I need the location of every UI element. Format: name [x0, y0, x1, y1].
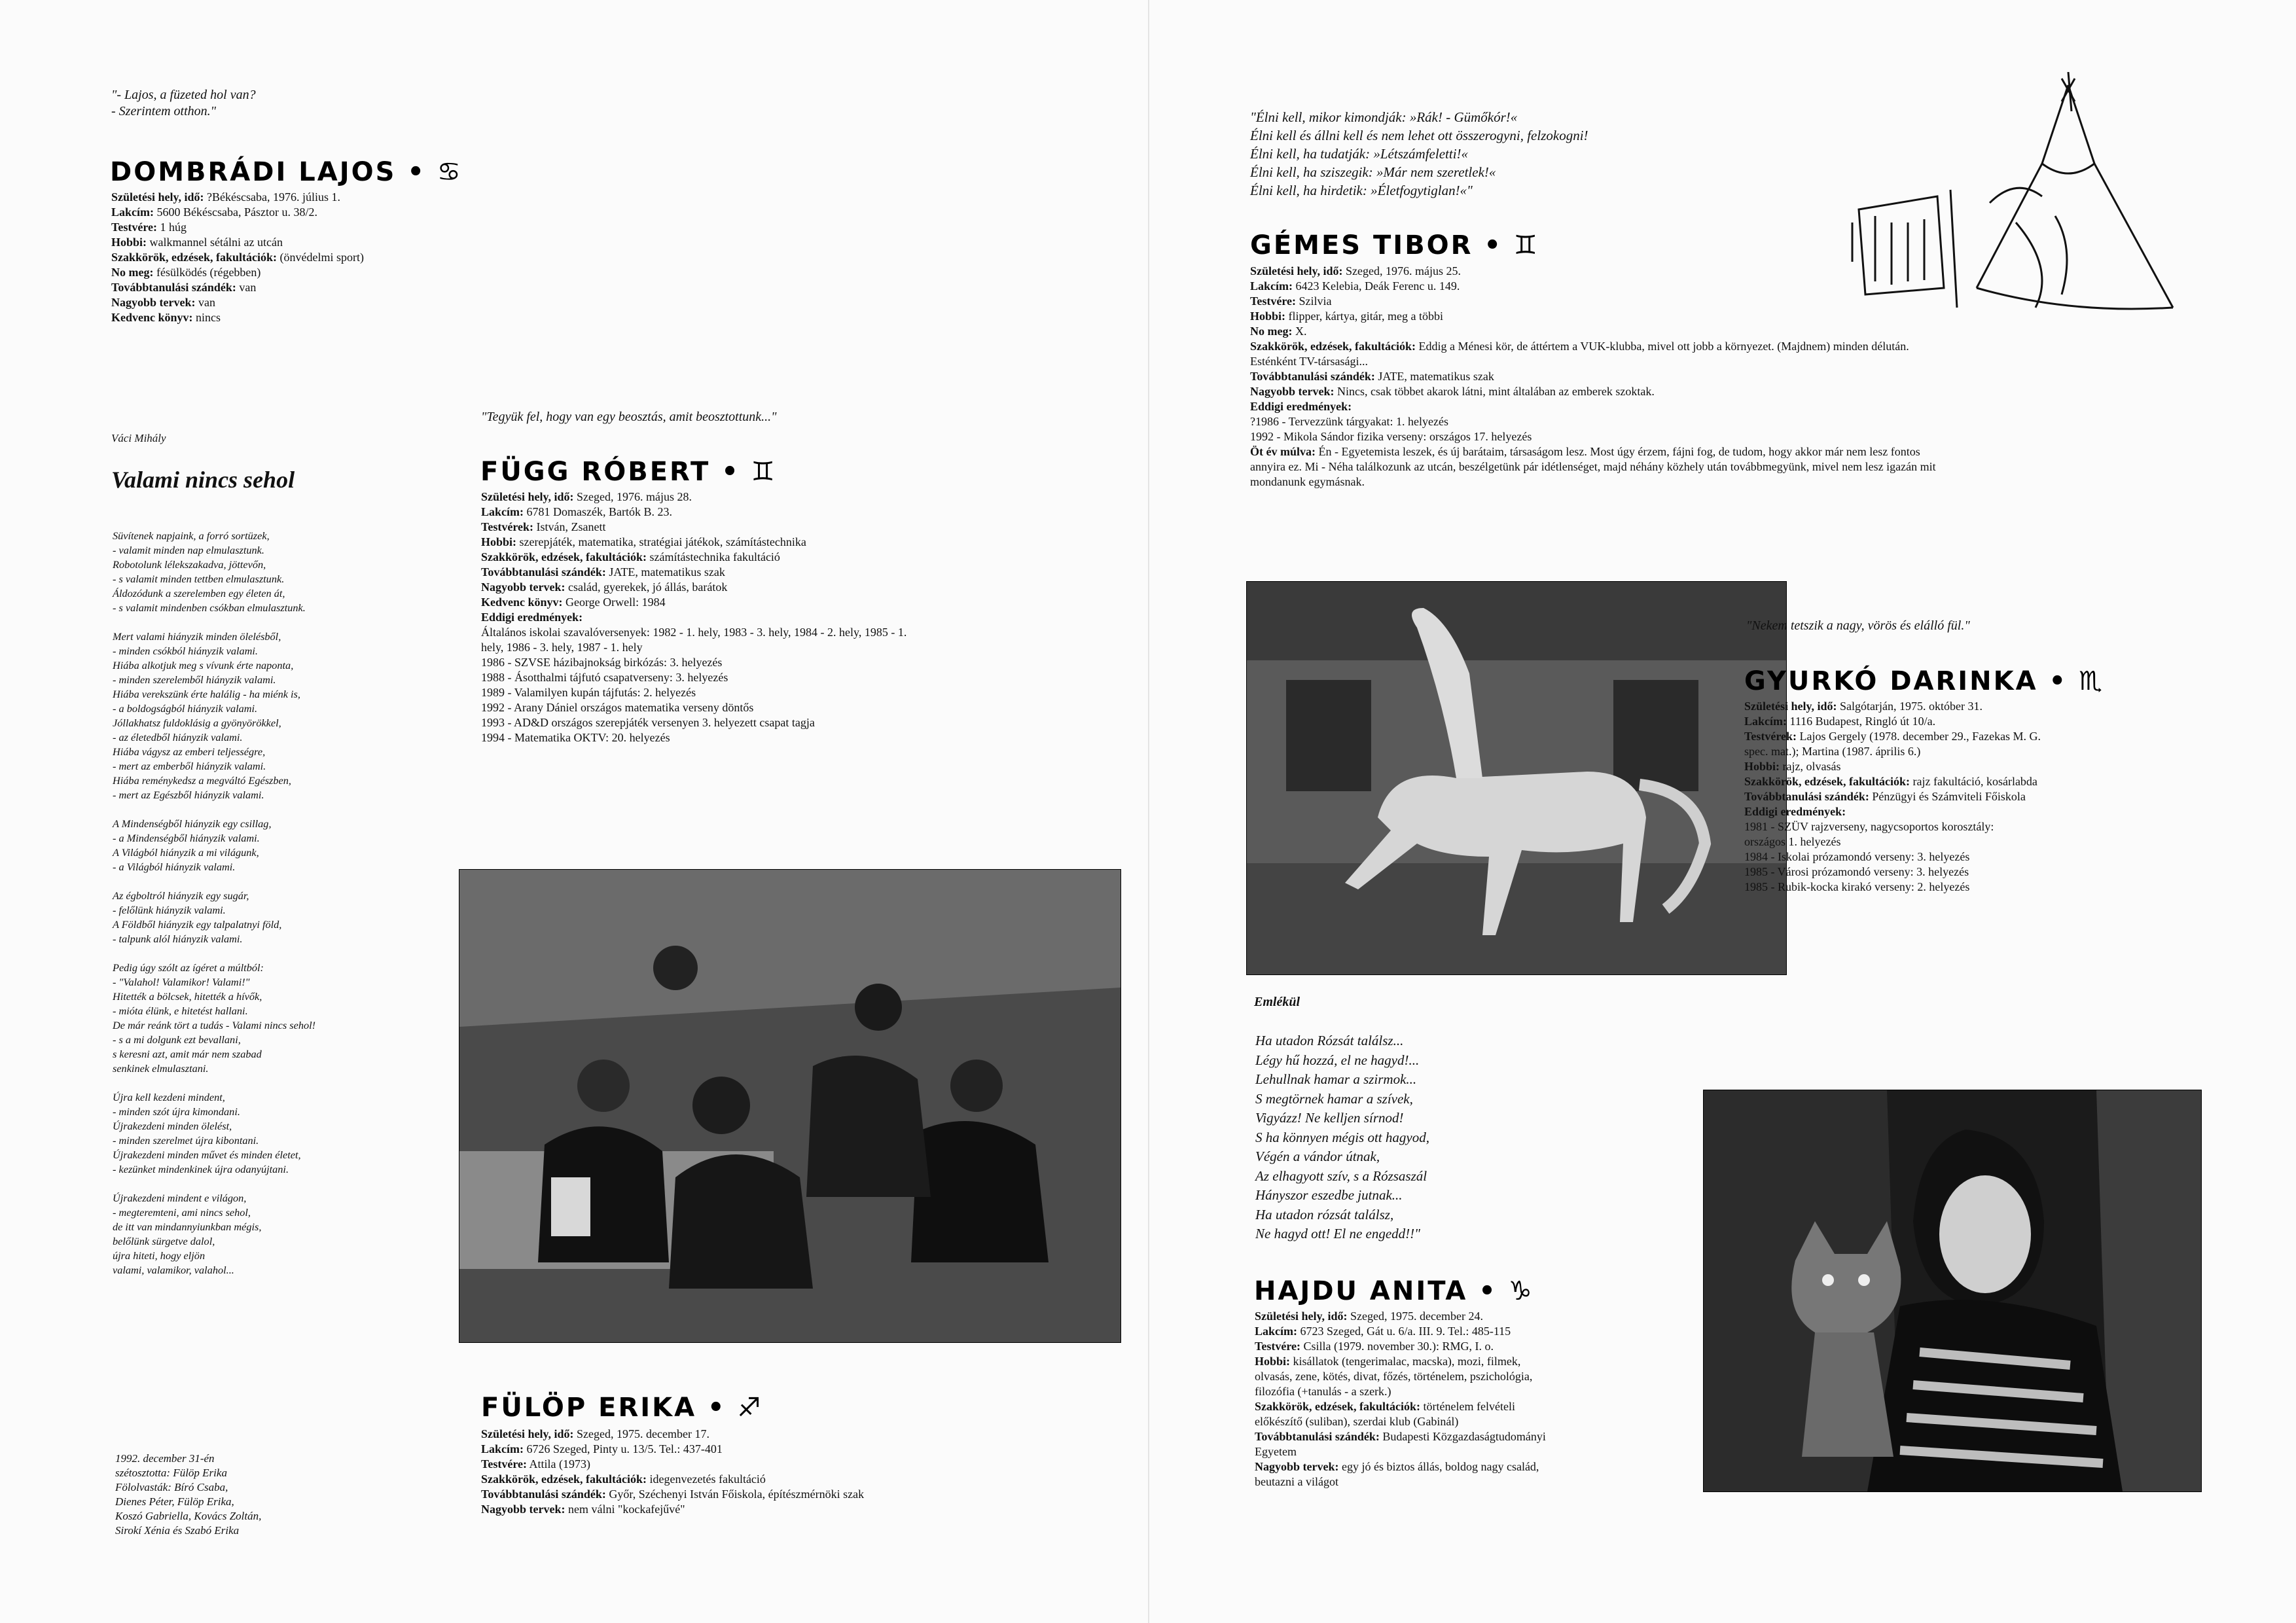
field-label: Testvére: [481, 1457, 527, 1471]
field-label: Lakcím: [481, 1442, 524, 1455]
text-line: Vigyázz! Ne kelljen sírnod! [1255, 1110, 1404, 1126]
profile-field [1250, 264, 1936, 279]
poem-stanza [113, 961, 315, 1076]
profile-field [1744, 699, 2041, 714]
text-line: Az elhagyott szív, s a Rózsaszál [1255, 1168, 1427, 1184]
profile-field [1255, 1354, 1546, 1369]
poem-line: Robotolunk lélekszakadva, jöttevőn, [113, 558, 266, 571]
field-value: országos 1. helyezés [1744, 835, 1841, 848]
poem-line: - minden szerelmet újra kibontani. [113, 1134, 259, 1147]
text-line: Élni kell, ha tudatják: »Létszámfeletti!« [1250, 146, 1469, 162]
profile-field [1250, 324, 1936, 339]
field-value: 1 húg [156, 221, 187, 234]
field-label: Lakcím: [481, 505, 524, 518]
profile-field [481, 1457, 864, 1472]
field-value: George Orwell: 1984 [562, 596, 666, 609]
poem2-title: Emlékül [1254, 995, 1300, 1009]
hajdu-name: HAJDU ANITA • ♑ [1254, 1276, 1534, 1306]
poem-title: Valami nincs sehol [111, 467, 295, 493]
poem-line: senkinek elmulasztani. [113, 1062, 209, 1075]
profile-field [1255, 1474, 1546, 1489]
group-photo [459, 869, 1121, 1343]
gyurko-quote: "Nekem tetszik a nagy, vörös és elálló fül." [1746, 618, 1970, 633]
poem-line: - a boldogságból hiányzik valami. [113, 702, 258, 715]
page-fold [1148, 0, 1149, 1623]
field-label: Lakcím: [1744, 715, 1787, 728]
field-value: Győr, Széchenyi István Főiskola, építészmérnöki szak [605, 1488, 865, 1501]
field-value: rajz fakultáció, kosárlabda [1910, 775, 2037, 788]
profile-field [1250, 369, 1936, 384]
poem-line: belőlünk sürgetve dalol, [113, 1235, 215, 1247]
poem-line: A Mindenségből hiányzik egy csillag, [113, 817, 272, 830]
profile-field [1744, 729, 2041, 744]
field-value: Szeged, 1976. május 28. [573, 490, 692, 503]
field-value: 1116 Budapest, Ringló út 10/a. [1787, 715, 1936, 728]
field-label: Hobbi: [111, 236, 147, 249]
profile-field [111, 235, 364, 250]
field-value: 6723 Szeged, Gát u. 6/a. III. 9. Tel.: 485-115 [1297, 1325, 1511, 1338]
field-value: ?Békéscsaba, 1976. július 1. [204, 190, 340, 204]
profile-field [1744, 819, 2041, 834]
field-value: JATE, matematikus szak [605, 565, 725, 579]
profile-field [1250, 429, 1936, 444]
poem-line: de itt van mindannyiunkban mégis, [113, 1221, 262, 1233]
field-value: Eddig a Ménesi kör, de áttértem a VUK-klubba, mivel ott jobb a környezet. (Majdnem) minden délután. [1416, 340, 1909, 353]
group-photo-image [459, 870, 1121, 1342]
field-label: Eddigi eredmények: [481, 611, 583, 624]
poem-line: Újra kell kezdeni mindent, [113, 1091, 225, 1103]
profile-field [1250, 339, 1936, 354]
field-label: Öt év múlva: [1250, 445, 1316, 458]
poem-line: Az égboltról hiányzik egy sugár, [113, 889, 249, 902]
poem-line: Mert valami hiányzik minden ölelésből, [113, 630, 281, 643]
field-value: család, gyerekek, jó állás, barátok [565, 580, 728, 594]
profile-field [1744, 714, 2041, 729]
fulop-fields [481, 1427, 864, 1517]
field-value: 6781 Domaszék, Bartók B. 23. [524, 505, 672, 518]
poem-line: - valamit minden nap elmulasztunk. [113, 544, 264, 556]
profile-field [1744, 804, 2041, 819]
field-label: Születési hely, idő: [111, 190, 204, 204]
field-label: Nagyobb tervek: [481, 580, 565, 594]
field-label: Nagyobb tervek: [1250, 385, 1335, 398]
field-label: Szakkörök, edzések, fakultációk: [1250, 340, 1416, 353]
field-value: fésülködés (régebben) [153, 266, 261, 279]
field-value: Csilla (1979. november 30.): RMG, I. o. [1300, 1340, 1494, 1353]
poem-line: A Földből hiányzik egy talpalatnyi föld, [113, 918, 282, 931]
field-label: Szakkörök, edzések, fakultációk: [481, 550, 647, 563]
text-line: Ha utadon rózsát találsz, [1255, 1206, 1394, 1222]
field-value: Pénzügyi és Számviteli Főiskola [1869, 790, 2026, 803]
field-label: No meg: [1250, 325, 1293, 338]
text-line: 1988 - Ásotthalmi tájfutó csapatverseny: 3. helyezés [481, 671, 728, 684]
field-value: 6726 Szeged, Pinty u. 13/5. Tel.: 437-401 [524, 1442, 723, 1455]
profile-field [111, 250, 364, 265]
fugg-name: FÜGG RÓBERT • ♊ [480, 457, 777, 487]
field-value: Salgótarján, 1975. október 31. [1837, 700, 1982, 713]
poem-line: Újrakezdeni mindent e világon, [113, 1192, 247, 1204]
poem-line: - s a mi dolgunk ezt bevallani, [113, 1033, 241, 1046]
text-line: Élni kell, ha sziszegik: »Már nem szeretlek!« [1250, 164, 1496, 180]
text-line: 1986 - SZVSE házibajnokság birkózás: 3. helyezés [481, 656, 723, 669]
poem-line: Süvítenek napjaink, a forró sortüzek, [113, 529, 270, 542]
poem-line: - "Valahol! Valamikor! Valami!" [113, 976, 250, 988]
field-label: Nagyobb tervek: [111, 296, 196, 309]
field-value: 1981 - SZÜV rajzverseny, nagycsoportos korosztály: [1744, 820, 1994, 833]
poem-stanza [113, 529, 315, 615]
horse-photo [1246, 581, 1787, 975]
poem-line: Hiába reménykedsz a megváltó Egészben, [113, 774, 291, 787]
text-line: Dienes Péter, Fülöp Erika, [115, 1495, 234, 1508]
poem-line: Áldozódunk a szerelemben egy életen át, [113, 587, 285, 599]
field-label: Születési hely, idő: [1255, 1310, 1348, 1323]
poem-line: Pedig úgy szólt az ígéret a múltból: [113, 961, 264, 974]
profile-field [111, 280, 364, 295]
field-value: Attila (1973) [526, 1457, 590, 1471]
poem-line: Jóllakhatsz fuldoklásig a gyönyörökkel, [113, 717, 281, 729]
poem-line: - minden csókból hiányzik valami. [113, 645, 259, 657]
poem-line: Hiába alkotjuk meg s vívunk érte naponta, [113, 659, 294, 671]
profile-field [1255, 1309, 1546, 1324]
field-label: Szakkörök, edzések, fakultációk: [111, 251, 278, 264]
profile-field [481, 595, 806, 610]
gemes-name: GÉMES TIBOR • ♊ [1250, 230, 1539, 260]
field-value: szerepjáték, matematika, stratégiai játékok, számítástechnika [516, 535, 806, 548]
profile-field [1744, 834, 2041, 849]
profile-field [1250, 399, 1936, 414]
poem-line: - minden szerelemből hiányzik valami. [113, 673, 276, 686]
poem2-body [1255, 1031, 1429, 1244]
field-value: olvasás, zene, kötés, divat, főzés, történelem, pszichológia, [1255, 1370, 1533, 1383]
profile-field [1250, 309, 1936, 324]
poem-line: A Világból hiányzik a mi világunk, [113, 846, 259, 859]
profile-field [481, 535, 806, 550]
text-line: Élni kell, ha hirdetik: »Életfogytiglan!«" [1250, 183, 1473, 198]
text-line: hely, 1986 - 3. hely, 1987 - 1. hely [481, 641, 643, 654]
poem-line: - kezünket mindenkinek újra odanyújtani. [113, 1163, 289, 1175]
field-label: Születési hely, idő: [1250, 264, 1343, 277]
field-value: Egyetem [1255, 1445, 1297, 1458]
field-value: előkészítő (suliban), szerdai klub (Gabinál) [1255, 1415, 1459, 1428]
hajdu-fields [1255, 1309, 1546, 1489]
field-value: Nincs, csak többet akarok látni, mint általában az emberek szoktak. [1334, 385, 1655, 398]
field-value: (önvédelmi sport) [277, 251, 364, 264]
field-value: Budapesti Közgazdaságtudományi [1379, 1430, 1546, 1443]
poem-colophon [115, 1452, 261, 1538]
profile-field [481, 1427, 864, 1442]
girl-with-cat-photo [1703, 1090, 2202, 1492]
field-value: JATE, matematikus szak [1374, 370, 1494, 383]
profile-field [1744, 789, 2041, 804]
profile-field [1250, 459, 1936, 474]
text-line: Lehullnak hamar a szirmok... [1255, 1071, 1417, 1087]
field-value: walkmannel sétálni az utcán [147, 236, 283, 249]
dombradi-fields [111, 190, 364, 325]
text-line: Légy hű hozzá, el ne hagyd!... [1255, 1052, 1420, 1068]
profile-field [111, 295, 364, 310]
profile-field [481, 505, 806, 520]
poem-line: Újrakezdeni minden művet és minden életet, [113, 1149, 301, 1161]
field-label: Hobbi: [481, 535, 517, 548]
text-line: 1989 - Valamilyen kupán tájfutás: 2. helyezés [481, 686, 696, 699]
poem-line: - s valamit mindenben csókban elmulasztunk. [113, 601, 306, 614]
profile-field [1250, 414, 1936, 429]
field-value: 6423 Kelebia, Deák Ferenc u. 149. [1293, 279, 1460, 293]
field-value: 1984 - Iskolai prózamondó verseny: 3. helyezés [1744, 850, 1970, 863]
poem-stanza [113, 1191, 315, 1277]
field-label: Továbbtanulási szándék: [111, 281, 236, 294]
field-value: flipper, kártya, gitár, meg a többi [1285, 310, 1444, 323]
gyurko-fields [1744, 699, 2041, 895]
profile-field [1250, 384, 1936, 399]
text-line: S ha könnyen mégis ott hagyod, [1255, 1129, 1429, 1145]
poem-line: Hiába vágysz az emberi teljességre, [113, 745, 266, 758]
poem-stanza [113, 1090, 315, 1177]
profile-field [1744, 865, 2041, 880]
poem-line: De már reánk tört a tudás - Valami nincs sehol! [113, 1019, 316, 1031]
dombradi-quote: "- Lajos, a füzeted hol van? - Szerintem otthon." [111, 88, 256, 118]
profile-field [1744, 774, 2041, 789]
poem-line: újra hiteti, hogy eljön [113, 1249, 206, 1262]
text-line: Sirokí Xénia és Szabó Erika [115, 1524, 240, 1537]
field-value: Esténként TV-társasági... [1250, 355, 1368, 368]
fugg-fields [481, 490, 806, 625]
text-line: S megtörnek hamar a szívek, [1255, 1090, 1413, 1107]
field-label: Továbbtanulási szándék: [481, 565, 606, 579]
poem-body [113, 529, 315, 1292]
field-label: Testvérek: [1744, 730, 1797, 743]
profile-field [1744, 880, 2041, 895]
text-line: Ne hagyd ott! El ne engedd!!" [1255, 1226, 1420, 1241]
field-label: Szakkörök, edzések, fakultációk: [481, 1472, 647, 1486]
poem-line: - a Világból hiányzik valami. [113, 861, 236, 873]
profile-field [111, 310, 364, 325]
field-value: rajz, olvasás [1780, 760, 1841, 773]
gemes-quote [1250, 108, 1588, 200]
profile-field [481, 580, 806, 595]
field-label: Kedvenc könyv: [111, 311, 193, 324]
profile-field [481, 550, 806, 565]
field-label: Testvére: [1250, 294, 1296, 308]
poem-stanza [113, 817, 315, 874]
field-value: beutazni a világot [1255, 1475, 1338, 1488]
field-label: Szakkörök, edzések, fakultációk: [1255, 1400, 1421, 1413]
gyurko-name: GYURKÓ DARINKA • ♏ [1744, 666, 2104, 696]
field-value: idegenvezetés fakultáció [647, 1472, 766, 1486]
field-label: Továbbtanulási szándék: [481, 1488, 606, 1501]
field-value: Lajos Gergely (1978. december 29., Fazekas M. G. [1797, 730, 2041, 743]
field-label: Születési hely, idő: [481, 490, 574, 503]
profile-field [1744, 849, 2041, 865]
field-value: 1985 - Rubik-kocka kirakó verseny: 2. helyezés [1744, 880, 1970, 893]
profile-field [481, 610, 806, 625]
field-value: mondanunk egymásnak. [1250, 475, 1365, 488]
poem-stanza [113, 889, 315, 946]
profile-field [1255, 1429, 1546, 1444]
poem-line: - megteremteni, ami nincs sehol, [113, 1206, 251, 1219]
text-line: "Élni kell, mikor kimondják: »Rák! - Gümőkór!« [1250, 109, 1518, 125]
poem-line: - s valamit minden tettben elmulasztunk. [113, 573, 285, 585]
poem-line: - felőlünk hiányzik valami. [113, 904, 226, 916]
field-label: Születési hely, idő: [481, 1427, 574, 1440]
profile-field [111, 205, 364, 220]
text-line: Fölolvasták: Bíró Csaba, [115, 1481, 228, 1493]
field-value: egy jó és biztos állás, boldog nagy család, [1338, 1460, 1539, 1473]
poem-line: - mert az Egészből hiányzik valami. [113, 789, 264, 801]
field-label: Továbbtanulási szándék: [1744, 790, 1869, 803]
field-value: kisállatok (tengerimalac, macska), mozi, filmek, [1290, 1355, 1521, 1368]
poem-stanza [113, 630, 315, 802]
profile-field [481, 520, 806, 535]
field-value: filozófia (+tanulás - a szerk.) [1255, 1385, 1391, 1398]
poem-author: Váci Mihály [111, 432, 166, 444]
profile-field [481, 1442, 864, 1457]
field-value: spec. mat.); Martina (1987. április 6.) [1744, 745, 1921, 758]
profile-field [1255, 1399, 1546, 1414]
text-line: Koszó Gabriella, Kovács Zoltán, [115, 1510, 262, 1522]
poem-line: - mert az emberből hiányzik valami. [113, 760, 266, 772]
profile-field [1250, 294, 1936, 309]
field-value: 1992 - Mikola Sándor fizika verseny: országos 17. helyezés [1250, 430, 1532, 443]
text-line: szétosztotta: Fülöp Erika [115, 1467, 227, 1479]
profile-field [1744, 759, 2041, 774]
field-value: 1985 - Városi prózamondó verseny: 3. helyezés [1744, 865, 1969, 878]
text-line: 1994 - Matematika OKTV: 20. helyezés [481, 731, 670, 744]
field-label: Kedvenc könyv: [481, 596, 563, 609]
field-value: nincs [192, 311, 221, 324]
field-value: 5600 Békéscsaba, Pásztor u. 38/2. [154, 205, 317, 219]
text-line: Végén a vándor útnak, [1255, 1149, 1380, 1164]
poem-line: - mióta élünk, e hitetést hallani. [113, 1005, 248, 1017]
field-label: Továbbtanulási szándék: [1255, 1430, 1380, 1443]
text-line: Hányszor eszedbe jutnak... [1255, 1187, 1403, 1203]
dombradi-name: DOMBRÁDI LAJOS • ♋ [110, 157, 463, 187]
profile-field [1250, 444, 1936, 459]
field-value: számítástechnika fakultáció [647, 550, 780, 563]
field-value: van [195, 296, 215, 309]
field-label: Hobbi: [1250, 310, 1286, 323]
poem-line: Hiába verekszünk érte halálig - ha miénk is, [113, 688, 300, 700]
field-value: István, Zsanett [533, 520, 606, 533]
profile-field [481, 1487, 864, 1502]
profile-field [1255, 1384, 1546, 1399]
girl-with-cat-image [1704, 1090, 2201, 1491]
poem-line: - az életedből hiányzik valami. [113, 731, 243, 743]
gemes-fields [1250, 264, 1936, 490]
text-line: 1992 - Arany Dániel országos matematika verseny döntős [481, 701, 754, 714]
field-value: Szeged, 1975. december 17. [573, 1427, 709, 1440]
profile-field [1255, 1324, 1546, 1339]
profile-field [481, 1502, 864, 1517]
field-label: Hobbi: [1255, 1355, 1291, 1368]
field-label: Lakcím: [111, 205, 154, 219]
text-line: Ha utadon Rózsát találsz... [1255, 1033, 1404, 1048]
fulop-name: FÜLÖP ERIKA • ♐ [481, 1393, 763, 1423]
field-value: nem válni "kockafejűvé" [565, 1503, 685, 1516]
field-value: van [236, 281, 257, 294]
field-label: Testvérek: [481, 520, 533, 533]
profile-field [1255, 1369, 1546, 1384]
field-label: Nagyobb tervek: [1255, 1460, 1339, 1473]
profile-field [1744, 744, 2041, 759]
field-value: annyira ez. Mi - Néha találkozunk az utcán, beszélgetünk pár idétlenséget, majd néhány közhely után továbbmegyünk, mivel nem lesz igazán mit [1250, 460, 1936, 473]
field-label: Lakcím: [1250, 279, 1293, 293]
profile-field [1255, 1414, 1546, 1429]
text-line: 1993 - AD&D országos szerepjáték versenyen 3. helyezett csapat tagja [481, 716, 815, 729]
profile-field [1250, 474, 1936, 490]
profile-field [1250, 354, 1936, 369]
field-value: történelem felvételi [1420, 1400, 1515, 1413]
profile-field [481, 1472, 864, 1487]
poem-line: - talpunk alól hiányzik valami. [113, 933, 243, 945]
field-label: Lakcím: [1255, 1325, 1297, 1338]
field-value: Szilvia [1295, 294, 1332, 308]
poem-line: s keresni azt, amit már nem szabad [113, 1048, 262, 1060]
fugg-results [481, 625, 906, 745]
profile-field [111, 190, 364, 205]
field-value: Szeged, 1975. december 24. [1347, 1310, 1483, 1323]
text-line: Általános iskolai szavalóversenyek: 1982 - 1. hely, 1983 - 3. hely, 1984 - 2. hely, 1985 - 1. [481, 626, 907, 639]
field-value: Szeged, 1976. május 25. [1342, 264, 1461, 277]
field-label: Nagyobb tervek: [481, 1503, 565, 1516]
field-label: Testvére: [1255, 1340, 1300, 1353]
poem-line: - a Mindenségből hiányzik valami. [113, 832, 260, 844]
profile-field [1255, 1339, 1546, 1354]
field-label: Szakkörök, edzések, fakultációk: [1744, 775, 1910, 788]
text-line: 1992. december 31-én [115, 1452, 215, 1465]
profile-field [111, 265, 364, 280]
horse-photo-image [1247, 582, 1786, 974]
field-label: No meg: [111, 266, 154, 279]
fugg-quote: "Tegyük fel, hogy van egy beosztás, amit beosztottunk..." [481, 410, 777, 424]
poem-line: Újrakezdeni minden ölelést, [113, 1120, 232, 1132]
field-value: ?1986 - Tervezzünk tárgyakat: 1. helyezés [1250, 415, 1448, 428]
poem-line: - minden szót újra kimondani. [113, 1105, 240, 1118]
field-label: Hobbi: [1744, 760, 1780, 773]
field-label: Továbbtanulási szándék: [1250, 370, 1375, 383]
field-label: Testvére: [111, 221, 157, 234]
profile-field [1250, 279, 1936, 294]
field-value: X. [1292, 325, 1307, 338]
field-value: Én - Egyetemista leszek, és új barátaim, társaságom lesz. Most úgy érzem, fájni fog, de tudom, hogy akkor már nem lesz fontos [1315, 445, 1920, 458]
field-label: Születési hely, idő: [1744, 700, 1837, 713]
field-label: Eddigi eredmények: [1744, 805, 1846, 818]
profile-field [1255, 1444, 1546, 1459]
poem-line: valami, valamikor, valahol... [113, 1264, 234, 1276]
profile-field [1255, 1459, 1546, 1474]
profile-field [481, 565, 806, 580]
field-label: Eddigi eredmények: [1250, 400, 1352, 413]
text-line: Élni kell és állni kell és nem lehet ott összerogyni, felzokogni! [1250, 128, 1588, 143]
profile-field [111, 220, 364, 235]
poem-line: Hitették a bölcsek, hitették a hívők, [113, 990, 262, 1003]
profile-field [481, 490, 806, 505]
